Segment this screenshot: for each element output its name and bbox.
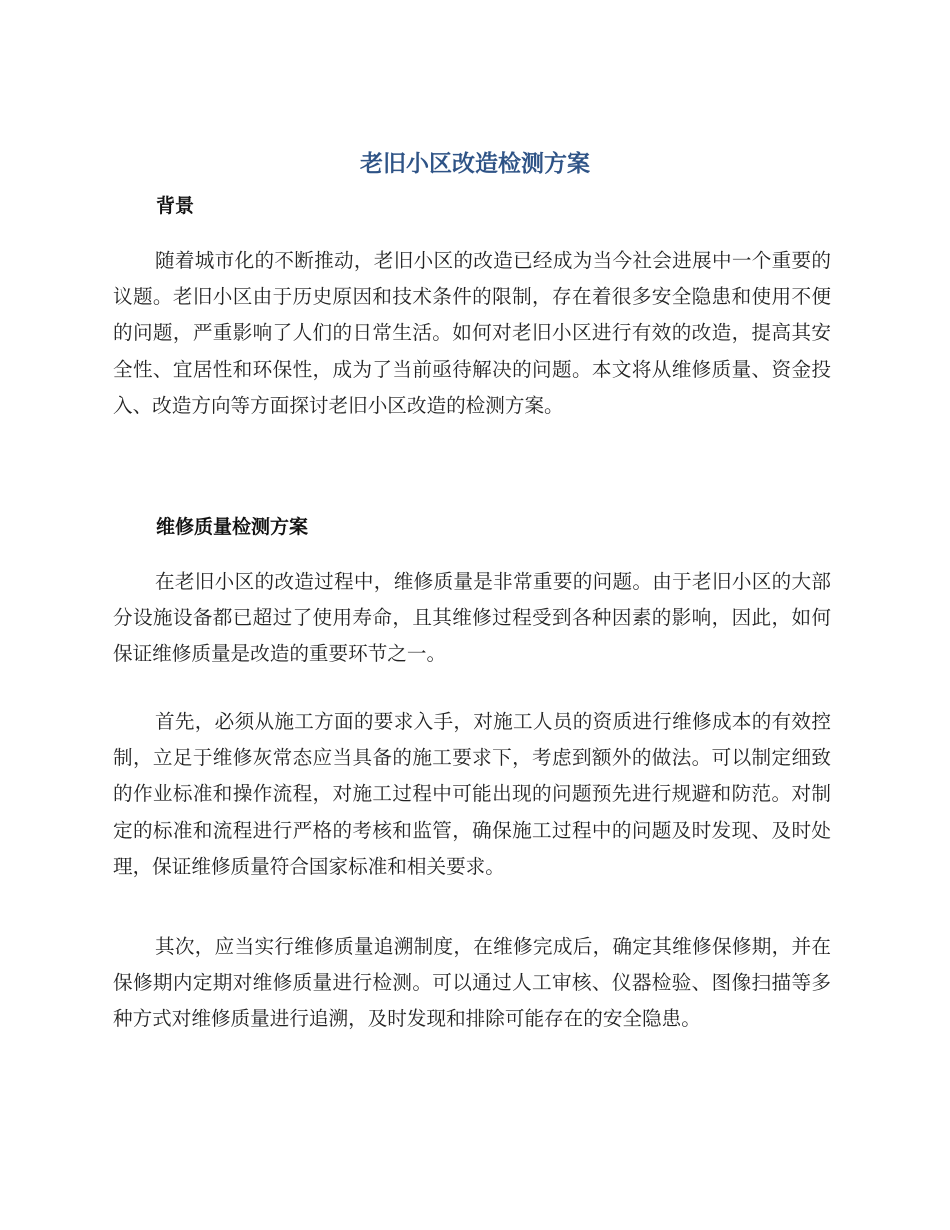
repair-quality-paragraph-2: 首先，必须从施工方面的要求入手，对施工人员的资质进行维修成本的有效控制，立足于维修灰常态应当具备的施工要求下，考虑到额外的做法。可以制定细致的作业标准和操作流程，对施工过程中可能出现的问题预先进行规避和防范。对制定的标准和流程进行严格的考核和监管，确保施工过程中的问题及时发现、及时处理，保证维修质量符合国家标准和相关要求。 [113, 710, 831, 878]
repair-quality-paragraph-1: 在老旧小区的改造过程中，维修质量是非常重要的问题。由于老旧小区的大部分设施设备都已超过了使用寿命，且其维修过程受到各种因素的影响，因此，如何保证维修质量是改造的重要环节之一。 [113, 570, 831, 666]
document-title: 老旧小区改造检测方案 [360, 151, 590, 177]
section-heading-repair-quality: 维修质量检测方案 [156, 516, 309, 538]
background-paragraph: 随着城市化的不断推动，老旧小区的改造已经成为当今社会进展中一个重要的议题。老旧小区由于历史原因和技术条件的限制，存在着很多安全隐患和使用不便的问题，严重影响了人们的日常生活。如何对老旧小区进行有效的改造，提高其安全性、宜居性和环保性，成为了当前亟待解决的问题。本文将从维修质量、资金投入、改造方向等方面探讨老旧小区改造的检测方案。 [113, 249, 831, 417]
section-heading-background: 背景 [156, 195, 195, 217]
repair-quality-paragraph-3: 其次，应当实行维修质量追溯制度，在维修完成后，确定其维修保修期，并在保修期内定期对维修质量进行检测。可以通过人工审核、仪器检验、图像扫描等多种方式对维修质量进行追溯，及时发现和排除可能存在的安全隐患。 [113, 935, 831, 1031]
